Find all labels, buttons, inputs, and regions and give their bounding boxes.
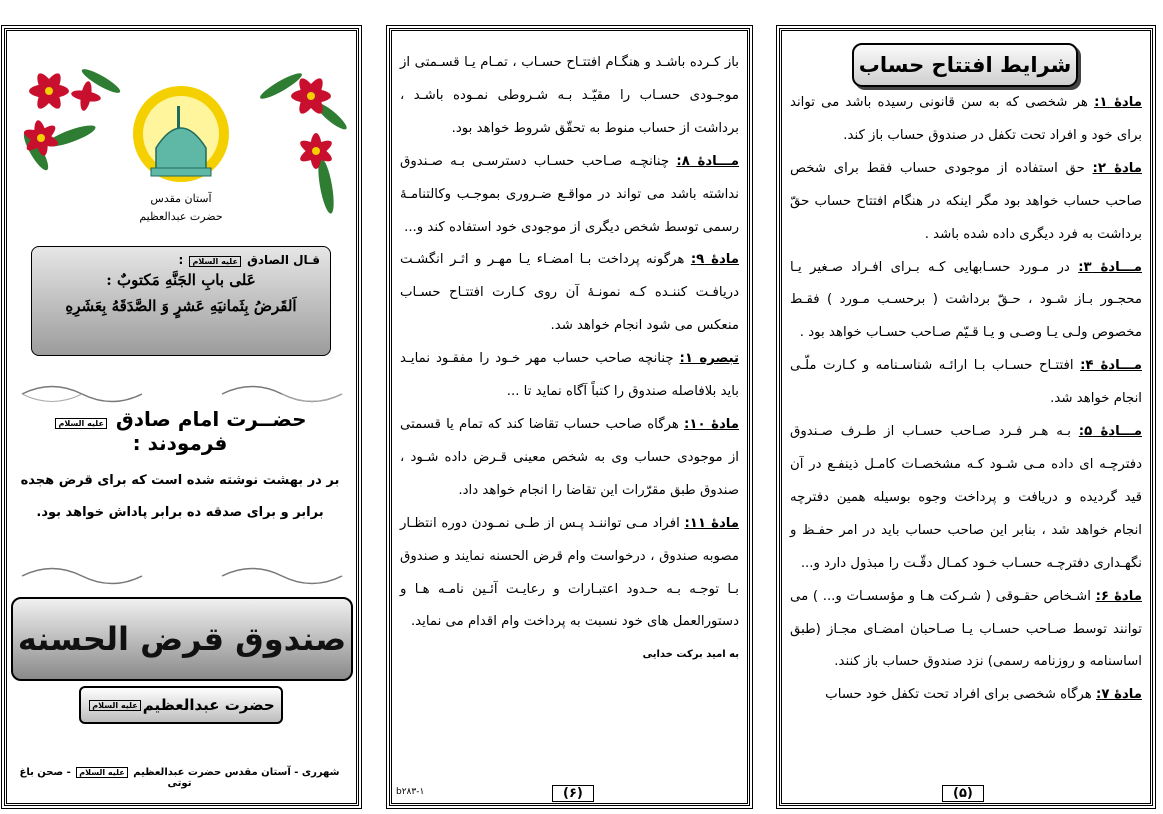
article-text: هرگاه صاحب حساب تقاضا کند که تمام یا قسمتی از موجودی حساب وی به شخص معینی قـرض داده شـود ، صندوق طبق مقرّرات این تقاضا را انجام خواهد داد.	[400, 416, 739, 498]
logo-illustration	[11, 56, 349, 236]
print-code: b۲۸۳-۱	[396, 787, 425, 797]
article-text: اشـخاص حقـوقی ( شـرکت هـا و مؤسسـات و... ) می توانند توسط صـاحب حسـاب یـا صـاحبان امضـای مجـاز (طبق اساسنامه و روزنامه رسمی) نزد صندوق حساب باز کنند.	[790, 588, 1142, 670]
right-body-text	[790, 87, 1142, 712]
article-text: هرگاه شخصی برای افراد تحت تکفل خود حساب	[825, 687, 1092, 703]
page-number: (۶)	[552, 786, 594, 801]
page-number: (۵)	[942, 786, 984, 801]
page-6-panel	[389, 28, 750, 806]
poinsettia-left-icon	[20, 66, 123, 173]
ornament-divider-bottom	[12, 561, 352, 591]
article-label: مـــادۀ ۵:	[1078, 424, 1142, 440]
continuation-text: باز کـرده باشـد و هنگـام افتتـاح حسـاب ، تمـام یـا قسـمتی از موجـودی حسـاب را مقیّـد بـه شـروطی نمـوده باشـد ، برداشت از حساب منوط به تحقّق شروط خواهد بود.	[400, 55, 739, 136]
hadith-block	[15, 407, 345, 529]
article-label: مـــادۀ ۴:	[1080, 358, 1142, 374]
article-text: بـه هـر فـرد صـاحب حسـاب از طـرف صـندوق دفترچـه ای داده مـی شـود کـه مشخصـات کامـل ذینفـع در آن قید گردیده و دریافت و پرداخت وجوه بوسیله همین دفترچه انجام خواهد شد ، بنابر این صاحب حساب باید در امر حفـظ و نگهـداری دفترچـه حسـاب خـود کمـال دقّـت را مبذول دارد و...	[790, 424, 1142, 571]
arabic-line-2: اَلقَرضُ بِثَمانیَهِ عَشرٍ وَ الصَّدَقَهُ بِعَشَرِهِ	[65, 297, 297, 315]
poinsettia-right-icon	[258, 70, 349, 215]
honorific-badge: علیه السلام	[189, 256, 240, 267]
fund-name-banner: صندوق قرض الحسنه	[11, 597, 353, 681]
shrine-logo-icon	[133, 86, 229, 182]
quote-box	[31, 246, 331, 356]
section-title: شرایط افتتاح حساب	[852, 43, 1078, 87]
article-text: حق استفاده از موجودی حساب فقط برای شخص صاحب حساب خواهد بود مگر اینکه در هنگام افتتاح حساب حقّ برداشت به فرد دیگری داده شده باشد .	[790, 160, 1142, 242]
logo-text-top: آستان مقدس	[150, 192, 212, 205]
cover-panel	[4, 28, 359, 806]
article-text: در مـورد حسـابهایی کـه بـرای افـراد صـغیر یـا محجـور بـاز شـود ، حـقّ برداشت ( برحسـب مـورد ) فقـط مخصوص ولـی یـا وصـی و یـا قـیّم صـاحب حسـاب خواهد بود .	[790, 259, 1142, 341]
middle-body-text	[400, 47, 739, 665]
article-text: افتتـاح حسـاب بـا ارائـه شناسـنامه و کـارت ملّـی انجام خواهد شد.	[790, 358, 1142, 407]
page-5-panel	[779, 28, 1153, 806]
arabic-line-1: عَلی بابِ الجَنَّهِ مَکتوبٌ :	[106, 271, 256, 289]
article-label: مـــادۀ ۸:	[676, 153, 739, 169]
article-label: مادۀ ۶:	[1095, 588, 1142, 604]
article-text: چنانچه صاحب حساب مهر خـود را مفقـود نمایـد باید بلافاصله صندوق را کتباً آگاه نماید تا ...	[400, 351, 739, 400]
article-text: چنانچـه صـاحب حسـاب دسترسـی بـه صـندوق نداشته باشد می تواند در مواقـع ضـروری بموجـب وکالتنامـۀ رسمی توسط شخص دیگری از موجودی خود استفاده کند و...	[400, 153, 739, 235]
article-text: افراد مـی تواننـد پـس از طـی نمـودن دوره انتظـار مصوبه صندوق ، درخواست وام قرض الحسنه نمایند و صندوق بـا توجـه بـه حـدود اعتبـارات و رعایـت آئـین نامـه هـا و دستورالعمل های خود نسبت به پرداخت وام اقدام می نماید.	[400, 515, 739, 630]
article-label: مادۀ ۲:	[1092, 160, 1142, 176]
article-text: هر شخصی که به سن قانونی رسیده باشد می تواند برای خود و افراد تحت تکفل در صندوق حساب باز کند.	[790, 95, 1142, 143]
closing-line: به امید برکت خدایی	[642, 649, 739, 661]
article-label: تبصره ۱:	[679, 351, 739, 367]
fund-subtitle: حضرت عبدالعظیم علیه السلام	[79, 686, 283, 724]
article-label: مادۀ ۱:	[1094, 95, 1142, 110]
hadith-title: حضــرت امام صادق علیه السلام فرمودند :	[15, 407, 345, 455]
logo-text-bottom: حضرت عبدالعظیم	[139, 210, 223, 223]
article-label: مادۀ ۱۱:	[684, 515, 740, 531]
hadith-text: بر در بهشت نوشته شده است که برای قرض هجده برابر و برای صدقه ده برابر پاداش خواهد بود.	[20, 473, 340, 520]
article-label: مـــادۀ ۳:	[1078, 259, 1142, 275]
quote-attribution: قـال الصادق علیه السلام :	[178, 253, 320, 267]
article-label: مادۀ ۱۰:	[684, 416, 740, 432]
address-line: شهرری - آستان مقدس حضرت عبدالعظیم علیه السلام - صحن باغ توتی	[19, 767, 340, 789]
article-label: مادۀ ۷:	[1096, 687, 1142, 703]
ornament-divider-top	[12, 379, 352, 409]
article-text: هرگونه پرداخت بـا امضـاء یـا مهـر و اثـر انگشـت دریافـت کننـده کـه نمونـۀ آن روی کـارت افتتـاح حسـاب منعکس می شود انجام خواهد شد.	[400, 252, 739, 334]
article-label: مادۀ ۹:	[690, 252, 739, 268]
